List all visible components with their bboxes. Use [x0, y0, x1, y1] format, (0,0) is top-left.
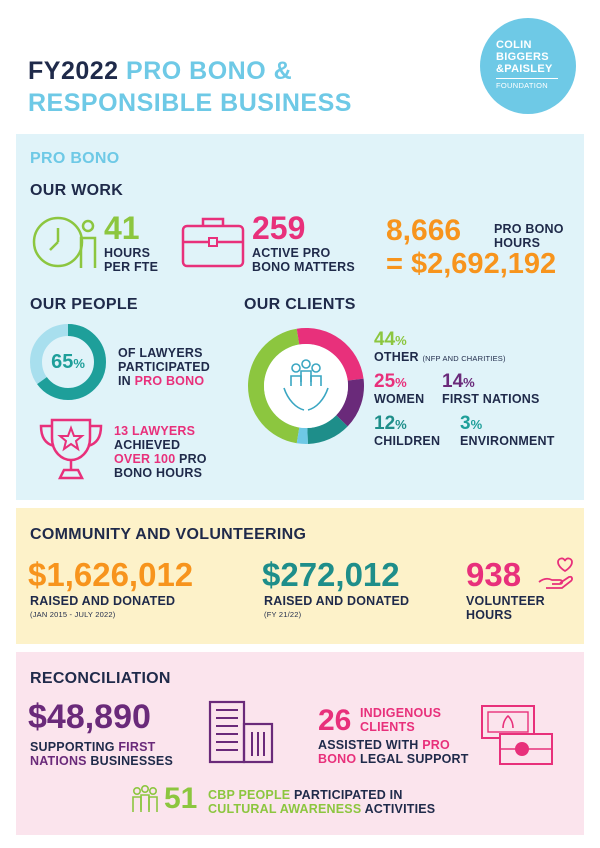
people-group-icon — [128, 784, 162, 816]
volunteer-hours-label: VOLUNTEER HOURS — [466, 594, 545, 622]
indigenous-clients-label-bottom: ASSISTED WITH PRO BONO LEGAL SUPPORT — [318, 738, 469, 766]
page-title-line1: FY2022 PRO BONO & — [28, 57, 293, 85]
total-hours-value: 8,666 — [386, 214, 462, 247]
donut-center — [264, 344, 348, 428]
our-work-heading: OUR WORK — [30, 182, 124, 199]
briefcase-icon — [180, 214, 246, 270]
clients-children-label: CHILDREN — [374, 434, 441, 448]
cbp-people-label: CBP PEOPLE PARTICIPATED IN CULTURAL AWARENESS ACTIVITIES — [208, 788, 436, 816]
cbp-people-value: 51 — [164, 782, 198, 815]
clients-environment-value: 3% — [460, 413, 483, 434]
active-matters-value: 259 — [252, 210, 306, 246]
clients-environment-label: ENVIRONMENT — [460, 434, 555, 448]
community-heading: COMMUNITY AND VOLUNTEERING — [30, 526, 307, 543]
hours-per-fte-label: HOURS PER FTE — [104, 246, 159, 274]
supporting-amount-label: SUPPORTING FIRST NATIONS BUSINESSES — [30, 740, 173, 768]
clock-person-icon — [30, 210, 100, 272]
indigenous-clients-label-top: INDIGENOUS CLIENTS — [360, 706, 442, 734]
buildings-icon — [206, 696, 276, 766]
raised-fy-label: RAISED AND DONATED — [264, 594, 410, 608]
raised-fy-value: $272,012 — [262, 556, 400, 593]
raised-fy-note: (FY 21/22) — [264, 610, 302, 619]
active-matters-label: ACTIVE PRO BONO MATTERS — [252, 246, 355, 274]
pro-bono-heading: PRO BONO — [30, 150, 120, 167]
clients-first-nations-value: 14% — [442, 371, 475, 392]
heart-hand-icon — [536, 556, 576, 592]
clients-other-value: 44% — [374, 329, 407, 350]
volunteer-hours-value: 938 — [466, 556, 522, 593]
our-people-heading: OUR PEOPLE — [30, 296, 138, 313]
raised-total-note: (JAN 2015 - JULY 2022) — [30, 610, 116, 619]
pro-bono-value: = $2,692,192 — [386, 248, 557, 280]
clients-donut-chart — [244, 324, 368, 448]
hours-per-fte-value: 41 — [104, 210, 140, 246]
reconciliation-heading: RECONCILIATION — [30, 670, 171, 687]
clients-other-label: OTHER (NFP AND CHARITIES) — [374, 350, 506, 364]
page-title-line2: RESPONSIBLE BUSINESS — [28, 89, 352, 117]
clients-children-value: 12% — [374, 413, 407, 434]
award-lawyers-label: 13 LAWYERS ACHIEVED OVER 100 PRO BONO HOURS — [114, 424, 207, 480]
lawyers-participation-value: 65% — [51, 351, 85, 373]
clients-first-nations-label: FIRST NATIONS — [442, 392, 540, 406]
raised-total-value: $1,626,012 — [28, 556, 194, 593]
clients-women-value: 25% — [374, 371, 407, 392]
supporting-amount-value: $48,890 — [28, 698, 151, 736]
clients-women-label: WOMEN — [374, 392, 425, 406]
total-hours-label: PRO BONO HOURS — [494, 222, 564, 250]
trophy-icon — [36, 416, 106, 482]
lawyers-participation-label: OF LAWYERS PARTICIPATED IN PRO BONO — [118, 346, 210, 388]
raised-total-label: RAISED AND DONATED — [30, 594, 176, 608]
flags-icon — [478, 702, 556, 768]
foundation-logo: COLIN BIGGERS &PAISLEY FOUNDATION — [480, 18, 576, 114]
our-clients-heading: OUR CLIENTS — [244, 296, 356, 313]
indigenous-clients-value: 26 — [318, 704, 352, 737]
